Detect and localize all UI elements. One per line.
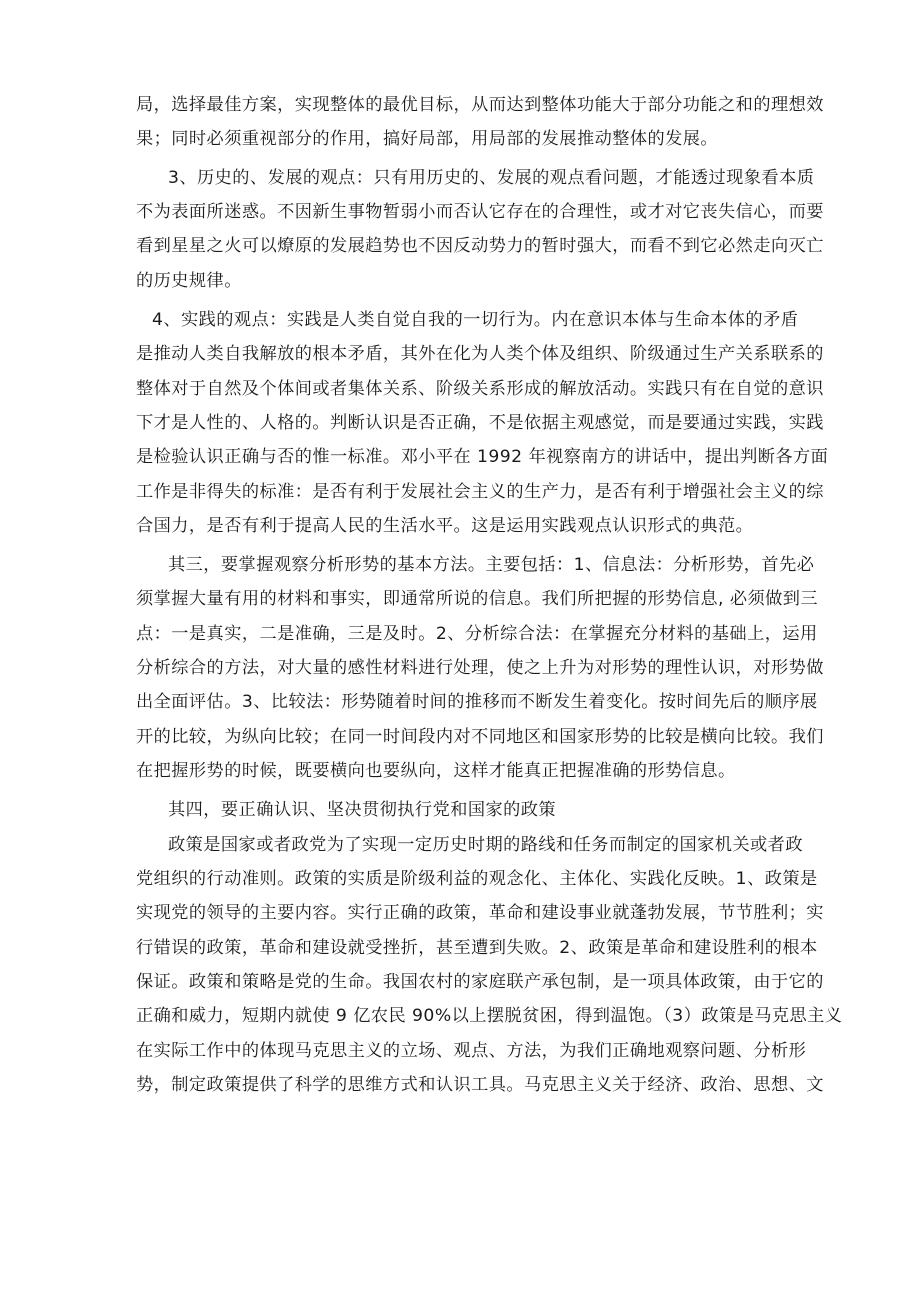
text-line: 果；同时必须重视部分的作用，搞好局部，用局部的发展推动整体的发展。 [136,129,719,149]
text-line: 开的比较，为纵向比较；在同一时间段内对不同地区和国家形势的比较是横向比较。我们 [136,727,824,747]
text-line: 3、历史的、发展的观点：只有用历史的、发展的观点看问题，才能透过现象看本质 [168,168,815,188]
text-line: 局，选择最佳方案，实现整体的最优目标，从而达到整体功能大于部分功能之和的理想效 [136,95,824,115]
text-line: 其三，要掌握观察分析形势的基本方法。主要包括：1、信息法：分析形势，首先必 [168,555,815,575]
text-line: 势，制定政策提供了科学的思维方式和认识工具。马克思主义关于经济、政治、思想、文 [136,1075,824,1095]
text-line: 不为表面所迷惑。不因新生事物暂弱小而否认它存在的合理性，或才对它丧失信心，而要 [136,202,824,222]
text-line: 工作是非得失的标准：是否有利于发展社会主义的生产力，是否有利于增强社会主义的综 [136,482,824,502]
text-line: 在把握形势的时候，既要横向也要纵向，这样才能真正把握准确的形势信息。 [136,761,736,781]
text-line: 须掌握大量有用的材料和事实，即通常所说的信息。我们所把握的形势信息, 必须做到三 [136,589,819,609]
text-line: 的历史规律。 [136,271,242,291]
text-line: 政策是国家或者政党为了实现一定历史时期的路线和任务而制定的国家机关或者政 [168,835,803,855]
text-line: 分析综合的方法，对大量的感性材料进行处理，使之上升为对形势的理性认识，对形势做 [136,658,824,678]
text-line: 看到星星之火可以燎原的发展趋势也不因反动势力的暂时强大，而看不到它必然走向灭亡 [136,236,824,256]
text-line: 是推动人类自我解放的根本矛盾，其外在化为人类个体及组织、阶级通过生产关系联系的 [136,344,824,364]
text-line: 是检验认识正确与否的惟一标准。邓小平在 1992 年视察南方的讲话中，提出判断各方面 [136,447,829,467]
text-line: 正确和威力，短期内就使 9 亿农民 90%以上摆脱贫困，得到温饱。（3）政策是马克思主义 [136,1006,843,1026]
text-line: 党组织的行动准则。政策的实质是阶级利益的观念化、主体化、实践化反映。1、政策是 [136,869,818,889]
text-line: 4、实践的观点：实践是人类自觉自我的一切行为。内在意识本体与生命本体的矛盾 [152,310,799,330]
text-line: 行错误的政策，革命和建设就受挫折，甚至遭到失败。2、政策是革命和建设胜利的根本 [136,938,818,958]
text-line: 保证。政策和策略是党的生命。我国农村的家庭联产承包制，是一项具体政策，由于它的 [136,972,824,992]
text-line: 实现党的领导的主要内容。实行正确的政策，革命和建设事业就蓬勃发展，节节胜利；实 [136,903,824,923]
text-line: 点：一是真实，二是准确，三是及时。2、分析综合法：在掌握充分材料的基础上，运用 [136,624,818,644]
text-line: 整体对于自然及个体间或者集体关系、阶级关系形成的解放活动。实践只有在自觉的意识 [136,379,824,399]
text-line: 在实际工作中的体现马克思主义的立场、观点、方法，为我们正确地观察问题、分析形 [136,1041,807,1061]
text-line: 下才是人性的、人格的。判断认识是否正确，不是依据主观感觉，而是要通过实践，实践 [136,413,824,433]
text-line: 合国力，是否有利于提高人民的生活水平。这是运用实践观点认识形式的典范。 [136,516,754,536]
text-line: 出全面评估。3、比较法：形势随着时间的推移而不断发生着变化。按时间先后的顺序展 [136,692,818,712]
section-heading: 其四，要正确认识、坚决贯彻执行党和国家的政策 [168,800,557,820]
